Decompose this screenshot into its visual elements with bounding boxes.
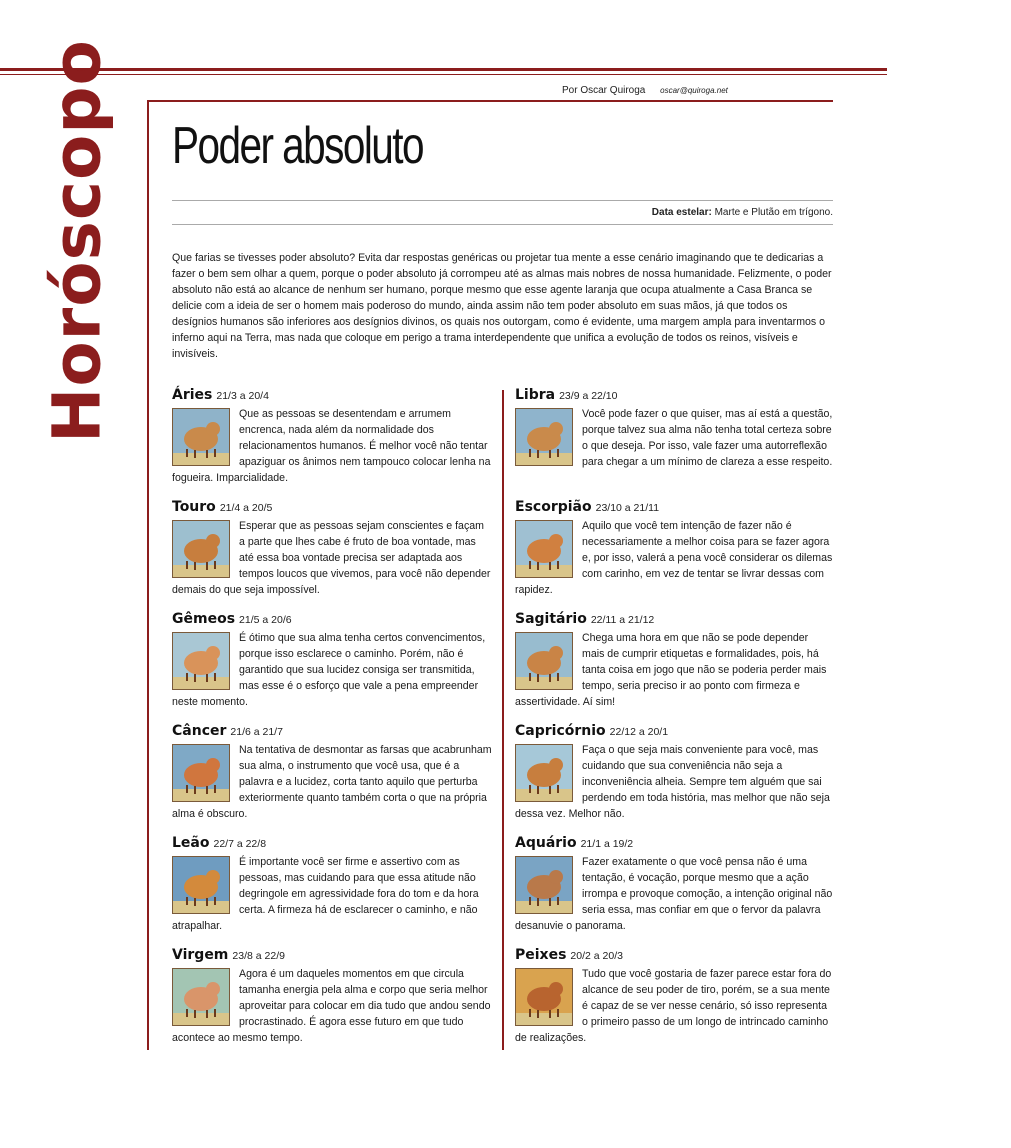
sign-dates: 21/1 a 19/2 — [580, 838, 634, 850]
sign-dates: 21/5 a 20/6 — [239, 614, 292, 626]
sign-block — [172, 834, 492, 934]
sign-text-content: É importante você ser firme e assertivo com as pessoas, mas cuidando para que essa atitude não degringole em agressividade fora do tom e da hora certa. A firmeza há de esclarecer o caminho, e não atrapalhar. — [172, 856, 479, 932]
sign-header — [172, 386, 492, 406]
sign-text-content: Chega uma hora em que não se pode depender mais de cumprir etiquetas e formalidades, pois, há tanta coisa em jogo que não se poderia perder mais tempo, seria preciso ir ao ponto com firmeza e assertividade. Aí sim! — [515, 632, 827, 708]
title-rule-top — [172, 200, 833, 201]
sign-text-content: Na tentativa de desmontar as farsas que acabrunham sua alma, o instrumento que você usa, que é a palavra e a lucidez, corta tanto aquilo que perturba exteriormente quanto também corta o que na própria alma é obscuro. — [172, 744, 492, 820]
aquarius-water-bearer-icon — [515, 856, 573, 914]
sign-header — [515, 722, 833, 742]
sign-header — [172, 834, 492, 854]
aries-ram-icon — [172, 408, 230, 466]
sign-dates: 23/8 a 22/9 — [232, 950, 285, 962]
sign-name: Gêmeos — [172, 611, 236, 627]
virgo-maiden-icon — [172, 968, 230, 1026]
sign-text-content: Esperar que as pessoas sejam conscientes e façam a parte que lhes cabe é fruto de boa vontade, mas até essa boa vontade precisa ser adaptada aos tempos loucos que vivemos, para você não depender demais do que seja impossível. — [172, 520, 491, 596]
sign-block — [515, 386, 833, 470]
sign-block — [515, 498, 833, 598]
sign-dates: 20/2 a 20/3 — [570, 950, 623, 962]
sign-text-content: É ótimo que sua alma tenha certos convencimentos, porque isso esclarece o caminho. Porém, não é garantido que sua lucidez consiga ser transmitida, mas esse é o esforço que vale a pena empreender neste momento. — [172, 632, 486, 708]
sign-text — [172, 742, 492, 822]
sign-text-content: Faça o que seja mais conveniente para você, mas cuidando que sua conveniência não seja a inconveniência alheia. Sempre tem alguém que sai perdendo em toda história, mas melhor que não seja dessa vez. Melhor não. — [515, 744, 830, 820]
sign-text — [515, 406, 833, 470]
sign-dates: 23/10 a 21/11 — [595, 502, 660, 514]
sign-text-content: Agora é um daqueles momentos em que circula tamanha energia pela alma e corpo que seria melhor aproveitar para colocar em dia tudo que andou sendo procrastinado. É agora esse futuro em que tudo acontece ao mesmo tempo. — [172, 968, 491, 1044]
data-estelar-label: Data estelar: — [651, 207, 712, 218]
sign-block — [172, 386, 492, 486]
sign-block — [172, 498, 492, 598]
sign-block — [172, 946, 492, 1046]
sign-block — [172, 722, 492, 822]
sign-name: Aquário — [515, 835, 577, 851]
gemini-twins-icon — [172, 632, 230, 690]
sign-header — [515, 386, 833, 406]
data-estelar-value: Marte e Plutão em trígono. — [714, 207, 833, 218]
leo-lion-icon — [172, 856, 230, 914]
scorpio-scorpion-icon — [515, 520, 573, 578]
sign-name: Peixes — [515, 947, 567, 963]
sign-text — [172, 630, 492, 710]
sign-header — [515, 610, 833, 630]
sagittarius-centaur-icon — [515, 632, 573, 690]
sign-text — [515, 630, 833, 710]
sign-text — [515, 966, 833, 1046]
sign-text — [172, 854, 492, 934]
sign-dates: 21/4 a 20/5 — [219, 502, 273, 514]
sign-name: Virgem — [172, 947, 229, 963]
top-rule-thin — [0, 74, 887, 75]
sign-dates: 22/7 a 22/8 — [213, 838, 267, 850]
sign-name: Libra — [515, 387, 556, 403]
section-title: Horóscopo — [38, 39, 116, 443]
byline-email: oscar@quiroga.net — [660, 86, 728, 95]
sign-name: Touro — [172, 499, 216, 515]
sign-block — [515, 946, 833, 1046]
frame-left-rule — [147, 100, 149, 1050]
sign-header — [172, 722, 492, 742]
sign-dates: 22/11 a 21/12 — [590, 614, 655, 626]
sign-name: Sagitário — [515, 611, 587, 627]
sign-dates: 21/3 a 20/4 — [216, 390, 269, 402]
sign-text — [515, 742, 833, 822]
sign-block — [515, 610, 833, 710]
sign-text-content: Aquilo que você tem intenção de fazer não é necessariamente a melhor coisa para se fazer agora e, por isso, valerá a pena você considerar os dilemas com carinho, em vez de tentar se livrar dessas com rapidez. — [515, 520, 833, 596]
capricorn-goat-icon — [515, 744, 573, 802]
sign-block — [515, 834, 833, 934]
sign-block — [515, 722, 833, 822]
sign-text-content: Que as pessoas se desentendam e arrumem encrenca, nada além da normalidade dos relacionamentos humanos. É melhor você não tentar apaziguar os ânimos nem tampouco colocar lenha na fogueira. Imparcialidade. — [172, 408, 491, 484]
sign-text-content: Você pode fazer o que quiser, mas aí está a questão, porque talvez sua alma não tenha total certeza sobre o que deseja. Por isso, vale fazer uma autorreflexão para chegar a um mínimo de clareza a esse respeito. — [582, 408, 833, 468]
sign-text — [172, 966, 492, 1046]
sign-name: Capricórnio — [515, 723, 606, 739]
column-divider — [502, 390, 504, 1050]
section-title-box — [38, 39, 116, 443]
sign-header — [172, 610, 492, 630]
sign-header — [515, 834, 833, 854]
sign-dates: 23/9 a 22/10 — [559, 390, 618, 402]
byline-author: Por Oscar Quiroga — [562, 85, 646, 96]
sign-dates: 22/12 a 20/1 — [609, 726, 669, 738]
taurus-bull-icon — [172, 520, 230, 578]
sign-text — [172, 518, 492, 598]
title-rule-bottom — [172, 224, 833, 225]
sign-name: Câncer — [172, 723, 227, 739]
sign-header — [515, 498, 833, 518]
sign-text-content: Tudo que você gostaria de fazer parece estar fora do alcance de seu poder de tiro, porém, se a sua mente é capaz de se ver nesse cenário, só isso representa o primeiro passo de um longo de intrincado caminho de realizações. — [515, 968, 832, 1044]
sign-text — [515, 854, 833, 934]
sign-name: Escorpião — [515, 499, 592, 515]
sign-name: Áries — [172, 387, 213, 403]
top-rule-thick — [0, 68, 887, 71]
frame-top-rule — [147, 100, 833, 102]
article-title: Poder absoluto — [172, 117, 424, 175]
intro-paragraph: Que farias se tivesses poder absoluto? Evita dar respostas genéricas ou projetar tua mente a esse cenário imaginando que te dedicarias a fazer o bem sem olhar a quem, porque o poder absoluto já corrompeu até as almas mais nobres de nossa humanidade. Felizmente, o poder absoluto não está ao alcance de nenhum ser humano, porque mesmo que esse agente laranja que ocupa atualmente a Casa Branca se delicie com a ideia de ser o homem mais poderoso do mundo, ainda assim não tem poder absoluto em suas mãos, já que todos os desígnios humanos são inferiores aos desígnios divinos, os quais nos outorgam, como é evidente, uma margem ampla para inventarmos o inferno aqui na Terra, mas nada que coloque em perigo a trama interdependente que unifica a evolução de todos os reinos, visíveis e invisíveis. — [172, 252, 832, 360]
pisces-fish-icon — [515, 968, 573, 1026]
sign-block — [172, 610, 492, 710]
sign-dates: 21/6 a 21/7 — [230, 726, 283, 738]
sign-header — [172, 946, 492, 966]
data-estelar — [652, 207, 833, 218]
byline — [562, 85, 728, 96]
sign-name: Leão — [172, 835, 210, 851]
sign-text-content: Fazer exatamente o que você pensa não é uma tentação, é vocação, porque mesmo que a ação irrompa e provoque comoção, a intenção original não seria essa, mas confiar em que o fervor da palavra desanuvie o panorama. — [515, 856, 833, 932]
sign-text — [172, 406, 492, 486]
libra-scales-icon — [515, 408, 573, 466]
sign-text — [515, 518, 833, 598]
sign-header — [515, 946, 833, 966]
cancer-crab-icon — [172, 744, 230, 802]
sign-header — [172, 498, 492, 518]
